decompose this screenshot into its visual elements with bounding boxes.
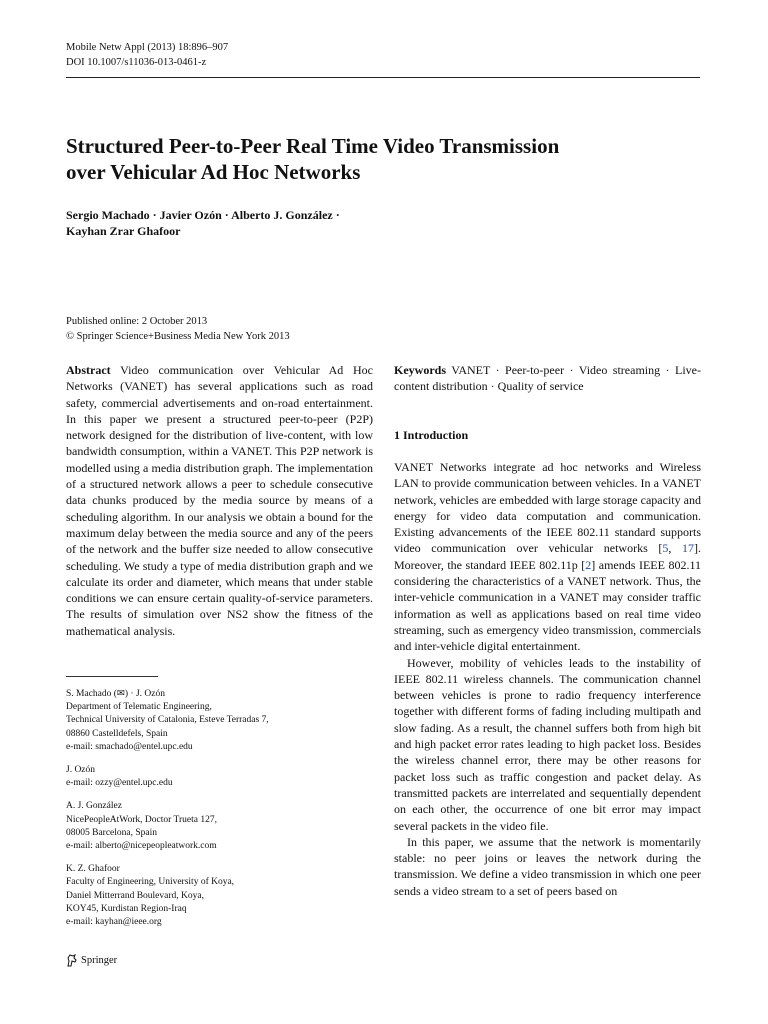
affil-line: K. Z. Ghafoor (66, 864, 120, 875)
title-line-1: Structured Peer-to-Peer Real Time Video Transmission (66, 134, 560, 158)
header-rule (66, 77, 700, 78)
paper-title (66, 133, 686, 185)
affil-line: Department of Telematic Engineering, (66, 702, 212, 713)
intro-paragraph-3: In this paper, we assume that the network is momentarily stable: no peer joins or leaves the network during the transmission. We define a video transmission in which one peer sends a video stream to a set of peers based on (394, 834, 701, 898)
citation-link-5[interactable]: 5 (662, 541, 669, 556)
authors-line-1: Sergio Machado · Javier Ozón · Alberto J. González · (66, 208, 340, 222)
publication-info (66, 314, 290, 344)
affiliation-ozon (66, 764, 376, 790)
affiliation-machado (66, 688, 376, 754)
citation-link-2[interactable]: 2 (585, 557, 592, 572)
page-footer (66, 954, 117, 967)
affil-email: e-mail: alberto@nicepeopleatwork.com (66, 841, 217, 852)
affil-line: A. J. González (66, 801, 122, 812)
affil-email: e-mail: kayhan@ieee.org (66, 917, 162, 928)
abstract-label: Abstract (66, 363, 111, 377)
intro-p1-separator: , (668, 541, 682, 556)
copyright: © Springer Science+Business Media New York 2013 (66, 331, 290, 342)
doi: DOI 10.1007/s11036-013-0461-z (66, 57, 207, 68)
abstract (66, 362, 373, 639)
intro-p1-text-a: VANET Networks integrate ad hoc networks and Wireless LAN to provide communication between vehicles. In a VANET network, vehicles are embedded with large storage capacity and energy for video data computation and communication. Existing advancements of the IEEE 802.11 standard supports video communication over vehicular networks [ (394, 460, 701, 556)
affil-line: Faculty of Engineering, University of Koya, (66, 877, 235, 888)
intro-p1-text-c: ] amends IEEE 802.11 considering the characteristics of a VANET network. Thus, the inter-vehicle communication in a VANET may consider traffic information as well as applications based on real time video streaming, such as emergency video transmission, commercials and inter-vehicle digital entertainment. (394, 557, 701, 654)
keywords (394, 362, 701, 395)
affil-line: Daniel Mitterrand Boulevard, Koya, (66, 890, 204, 901)
affiliation-gonzalez (66, 800, 376, 853)
footnote-rule (66, 676, 158, 677)
affil-line: 08005 Barcelona, Spain (66, 827, 158, 838)
intro-paragraph-1 (394, 459, 701, 655)
introduction-body (394, 459, 701, 899)
publisher-name: Springer (81, 955, 118, 966)
intro-paragraph-2: However, mobility of vehicles leads to the instability of IEEE 802.11 wireless channels. The communication channel between vehicles is prone to radio frequency interference together with different forms of fading including multipath and slow fading. As a result, the channel suffers both from high bit and high packet error rates leading to high packet loss. Besides the wireless channel error, there may be other reasons for packet loss such as traffic congestion and packet delay. As transmitted packets are interrelated and sequentially dependent on each other, the occurrence of one bit error may impact several packets in the video file. (394, 655, 701, 833)
authors-line-2: Kayhan Zrar Ghafoor (66, 224, 181, 238)
affil-line: Technical University of Catalonia, Esteve Terradas 7, (66, 715, 269, 726)
affil-email: e-mail: smachado@entel.upc.edu (66, 741, 193, 752)
affiliations (66, 688, 376, 939)
journal-header (66, 40, 228, 70)
published-date: Published online: 2 October 2013 (66, 316, 208, 327)
keywords-text: VANET · Peer-to-peer · Video streaming · Live-content distribution · Quality of service (394, 363, 701, 394)
keywords-label: Keywords (394, 363, 446, 377)
citation-link-17[interactable]: 17 (682, 541, 694, 556)
affil-line: NicePeopleAtWork, Doctor Trueta 127, (66, 814, 217, 825)
affil-line: KOY45, Kurdistan Region-Iraq (66, 903, 187, 914)
abstract-text: Video communication over Vehicular Ad Hoc Networks (VANET) has several applications such as road safety, commercial advertisements and on-road entertainment. In this paper we present a structured peer-to-peer (P2P) network designed for the distribution of live-content, with low bandwidth consumption, within a VANET. This P2P network is modelled using a media distribution graph. The implementation of a structured network allows a peer to schedule consecutive data chunks produced by the media source by means of a scheduling algorithm. In our analysis we obtain a bound for the maximum delay between the media source and any of the peers of the network and the buffer size needed to allow consecutive scheduling. We study a type of media distribution graph and we calculate its order and diameter, which means that under stable conditions we can ensure certain quality-of-service parameters. The results of simulation over NS2 show the fitness of the mathematical analysis. (66, 363, 373, 638)
affil-line: J. Ozón (66, 765, 96, 776)
authors (66, 207, 466, 239)
affil-email: e-mail: ozzy@entel.upc.edu (66, 778, 173, 789)
affiliation-ghafoor (66, 863, 376, 929)
journal-citation: Mobile Netw Appl (2013) 18:896–907 (66, 42, 229, 53)
intro-p1-text-b: ]. Moreover, the standard IEEE 802.11p [ (394, 541, 701, 572)
title-line-2: over Vehicular Ad Hoc Networks (66, 160, 361, 184)
section-heading-introduction: 1 Introduction (394, 428, 469, 442)
affil-line: 08860 Castelldefels, Spain (66, 728, 168, 739)
affil-line: S. Machado (✉) · J. Ozón (66, 689, 165, 699)
springer-horse-icon (66, 954, 78, 967)
